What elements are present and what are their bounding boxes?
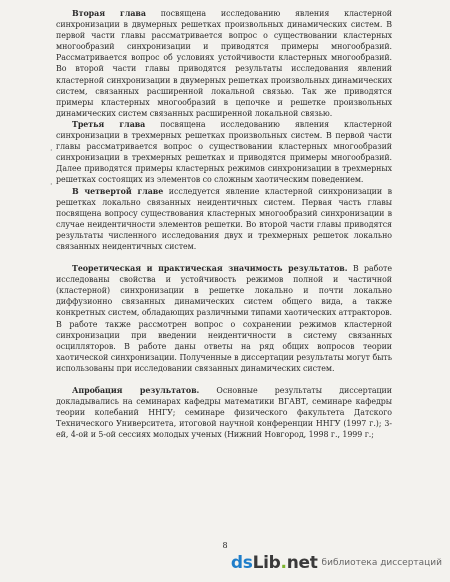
paragraph-lead: В четвертой главе [72, 186, 164, 196]
dslib-logo: dsLib.net [230, 553, 318, 573]
paragraph-chapter-2 [56, 8, 392, 119]
paragraph-text: исследуется явление кластерной синхронизации в решетках локально связанных неидентичных систем. Первая часть главы посвящена вопросу существования кластерных многообразий синхронизации в случае неидентичности элементов решетки. Во второй части главы приводятся результаты численного исследования двух и трехмерных решеток локально связанных неидентичных систем. [56, 186, 392, 251]
paragraph-text: Основные результаты диссертации докладывались на семинарах кафедры математики ВГАВТ, семинаре кафедры теории колебаний ННГУ; семинаре физического факультета Датского Технического Университета, итоговой научной конференции ННГУ (1997 г.); 3-ей, 4-ой и 5-ой сессиях молодых ученых (Нижний Новгород, 1998 г., 1999 г.; [56, 386, 392, 440]
paragraph-text: посвящена исследованию явления кластерной синхронизации в двумерных решетках произвольных динамических систем. В первой части главы рассматривается вопрос о существовании кластерных многообразий синхронизации и приводятся примеры многообразий. Рассматривается вопрос об условиях устойчивости кластерных многообразий. Во второй части главы приводятся результаты исследования явлений кластерной синхронизации в двумерных решетках произвольных динамических систем, связанных расширенной локальной связью. Так же приводятся примеры кластерных многообразий в цепочке и решетке произвольных динамических систем связанных расширенной локальной связью. [56, 9, 392, 118]
watermark[interactable] [231, 552, 442, 574]
paragraph-chapter-4 [56, 186, 392, 253]
paragraph-text: посвящена исследованию явления кластерной синхронизации в трехмерных решетках произвольных систем. В первой части главы рассматривается вопрос о существовании кластерных многообразий синхронизации в трехмерных решетках и приводятся примеры многообразий. Далее приводятся примеры кластерных режимов синхронизации в трехмерных решетках состоящих из элементов со сложным хаотическим поведением. [56, 119, 392, 185]
paragraph-lead: Теоретическая и практическая значимость результатов. [72, 264, 348, 274]
paragraph-lead: Третья глава [72, 119, 146, 129]
margin-mark: · [50, 146, 53, 155]
paragraph-lead: Вторая глава [72, 9, 146, 18]
paragraph-significance [56, 263, 392, 374]
page-number: 8 [222, 541, 228, 550]
margin-mark: · [50, 180, 53, 189]
paragraph-lead: Апробация результатов. [72, 386, 200, 395]
paragraph-approbation [56, 385, 392, 440]
paragraph-chapter-3 [56, 119, 392, 186]
body-text [56, 8, 392, 440]
paragraph-text: В работе исследованы свойства и устойчивость режимов полной и частичной (кластерной) синхронизации в решетке локально и почти локально диффузионно связанных динамических систем общего вида, а также конкретных систем, обладающих различными типами хаотических аттракторов. В работе также рассмотрен вопрос о сохранении режимов кластерной синхронизации при введении неидентичности в систему связанных осцилляторов. В работе даны ответы на ряд общих вопросов теории хаотической синхронизации. Полученные в диссертации результаты могут быть использованы при исследовании связанных динамических систем. [56, 264, 392, 373]
watermark-caption: библиотека диссертаций [321, 558, 442, 568]
